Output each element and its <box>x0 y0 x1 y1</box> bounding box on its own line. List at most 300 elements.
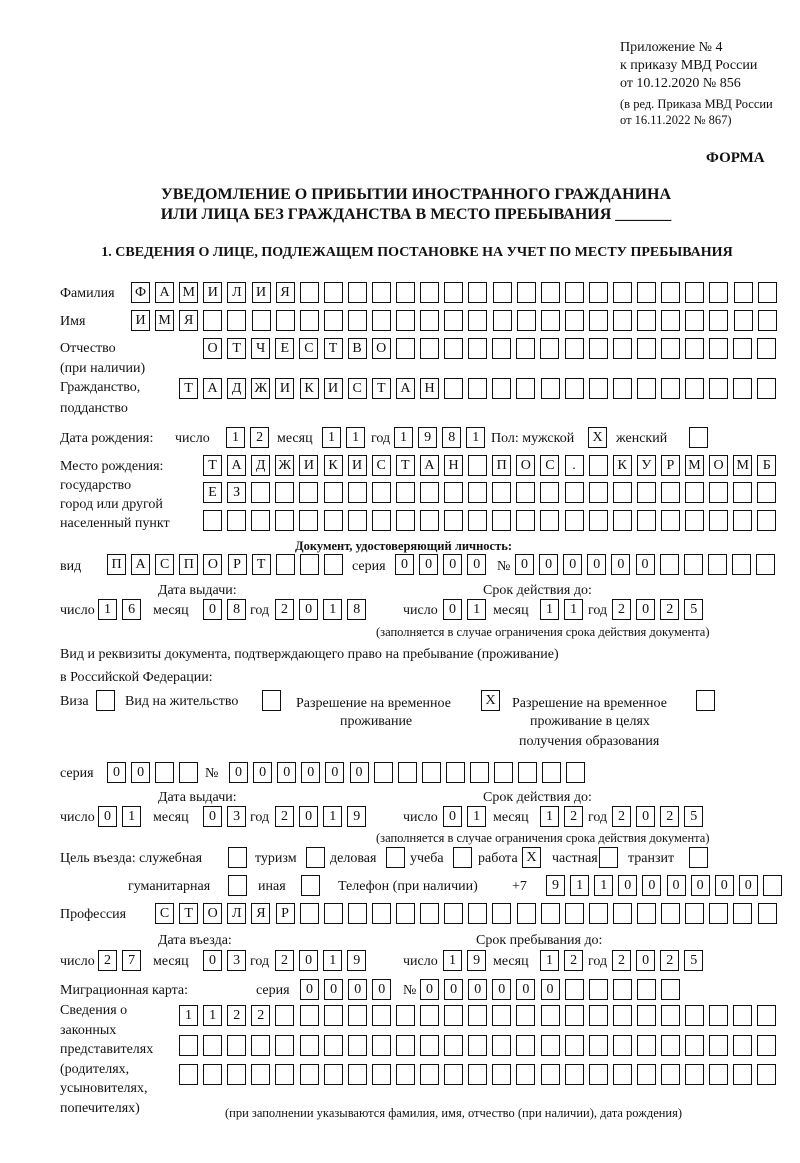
char-cell[interactable] <box>637 378 656 399</box>
char-cell[interactable]: Б <box>757 455 776 476</box>
char-cell[interactable] <box>372 310 391 331</box>
char-cell[interactable]: 2 <box>612 950 631 971</box>
char-cell[interactable]: П <box>179 554 198 575</box>
char-cell[interactable]: Ч <box>251 338 270 359</box>
char-cell[interactable] <box>468 455 487 476</box>
char-cell[interactable]: 2 <box>660 599 679 620</box>
char-cell[interactable] <box>348 1035 367 1056</box>
char-cell[interactable] <box>613 979 632 1000</box>
char-cell[interactable] <box>541 378 560 399</box>
char-cell[interactable] <box>300 1005 319 1026</box>
char-cell[interactable]: Л <box>227 282 246 303</box>
char-cell[interactable] <box>661 1035 680 1056</box>
char-cell[interactable]: 0 <box>515 554 534 575</box>
char-cell[interactable]: 7 <box>122 950 141 971</box>
char-cell[interactable] <box>661 378 680 399</box>
char-cell[interactable]: Я <box>276 282 295 303</box>
char-cell[interactable]: 0 <box>324 979 343 1000</box>
char-cell[interactable]: 1 <box>323 599 342 620</box>
char-cell[interactable] <box>348 1005 367 1026</box>
checkbox[interactable] <box>228 875 247 896</box>
char-cell[interactable]: 1 <box>98 599 117 620</box>
char-cell[interactable]: 0 <box>667 875 686 896</box>
char-cell[interactable] <box>468 482 487 503</box>
char-cell[interactable] <box>444 1064 463 1085</box>
char-cell[interactable] <box>541 282 560 303</box>
char-cell[interactable] <box>684 554 703 575</box>
char-cell[interactable] <box>589 282 608 303</box>
char-cell[interactable]: 0 <box>98 806 117 827</box>
char-cell[interactable] <box>661 482 680 503</box>
char-cell[interactable]: О <box>203 338 222 359</box>
checkbox[interactable]: X <box>522 847 541 868</box>
char-cell[interactable] <box>420 1064 439 1085</box>
char-cell[interactable] <box>324 1035 343 1056</box>
char-cell[interactable]: 0 <box>277 762 296 783</box>
char-cell[interactable]: 0 <box>443 599 462 620</box>
char-cell[interactable]: 2 <box>275 950 294 971</box>
char-cell[interactable]: Т <box>179 378 198 399</box>
char-cell[interactable]: И <box>275 378 294 399</box>
char-cell[interactable] <box>444 510 463 531</box>
char-cell[interactable] <box>179 1064 198 1085</box>
char-cell[interactable] <box>203 510 222 531</box>
char-cell[interactable]: И <box>299 455 318 476</box>
checkbox[interactable] <box>301 875 320 896</box>
char-cell[interactable] <box>709 903 728 924</box>
char-cell[interactable] <box>685 903 704 924</box>
char-cell[interactable] <box>300 1035 319 1056</box>
char-cell[interactable]: 0 <box>301 762 320 783</box>
char-cell[interactable]: К <box>300 378 319 399</box>
char-cell[interactable]: Р <box>661 455 680 476</box>
char-cell[interactable]: Р <box>276 903 295 924</box>
char-cell[interactable]: 2 <box>612 599 631 620</box>
char-cell[interactable]: 0 <box>636 950 655 971</box>
char-cell[interactable]: А <box>131 554 150 575</box>
char-cell[interactable] <box>324 554 343 575</box>
char-cell[interactable] <box>613 482 632 503</box>
char-cell[interactable] <box>516 378 535 399</box>
char-cell[interactable]: Т <box>252 554 271 575</box>
char-cell[interactable]: Е <box>275 338 294 359</box>
char-cell[interactable] <box>565 1035 584 1056</box>
char-cell[interactable]: Т <box>396 455 415 476</box>
char-cell[interactable]: Ф <box>131 282 150 303</box>
char-cell[interactable] <box>661 282 680 303</box>
char-cell[interactable] <box>613 378 632 399</box>
char-cell[interactable]: 1 <box>226 427 245 448</box>
char-cell[interactable]: 1 <box>467 806 486 827</box>
char-cell[interactable] <box>493 310 512 331</box>
char-cell[interactable]: 0 <box>444 979 463 1000</box>
char-cell[interactable] <box>541 310 560 331</box>
char-cell[interactable] <box>637 482 656 503</box>
char-cell[interactable]: 0 <box>636 554 655 575</box>
checkbox[interactable]: X <box>481 690 500 711</box>
char-cell[interactable] <box>396 1064 415 1085</box>
char-cell[interactable] <box>275 1064 294 1085</box>
char-cell[interactable]: 2 <box>227 1005 246 1026</box>
char-cell[interactable] <box>420 338 439 359</box>
char-cell[interactable] <box>517 903 536 924</box>
char-cell[interactable] <box>227 1064 246 1085</box>
char-cell[interactable]: 1 <box>122 806 141 827</box>
char-cell[interactable] <box>685 1035 704 1056</box>
char-cell[interactable] <box>758 282 777 303</box>
char-cell[interactable]: 2 <box>660 950 679 971</box>
checkbox[interactable]: X <box>588 427 607 448</box>
char-cell[interactable]: 2 <box>275 599 294 620</box>
char-cell[interactable]: М <box>155 310 174 331</box>
char-cell[interactable] <box>372 482 391 503</box>
char-cell[interactable] <box>763 875 782 896</box>
char-cell[interactable]: 8 <box>227 599 246 620</box>
char-cell[interactable]: 0 <box>203 950 222 971</box>
char-cell[interactable]: А <box>227 455 246 476</box>
char-cell[interactable]: 1 <box>322 427 341 448</box>
char-cell[interactable]: 1 <box>540 950 559 971</box>
char-cell[interactable] <box>685 482 704 503</box>
char-cell[interactable] <box>757 1035 776 1056</box>
char-cell[interactable] <box>179 1035 198 1056</box>
char-cell[interactable] <box>757 482 776 503</box>
char-cell[interactable]: 0 <box>203 599 222 620</box>
char-cell[interactable]: О <box>516 455 535 476</box>
char-cell[interactable] <box>733 510 752 531</box>
char-cell[interactable]: М <box>685 455 704 476</box>
char-cell[interactable]: 5 <box>684 950 703 971</box>
char-cell[interactable] <box>518 762 537 783</box>
char-cell[interactable] <box>251 1035 270 1056</box>
char-cell[interactable] <box>708 554 727 575</box>
char-cell[interactable] <box>372 903 391 924</box>
char-cell[interactable]: О <box>372 338 391 359</box>
char-cell[interactable] <box>566 762 585 783</box>
char-cell[interactable]: 0 <box>419 554 438 575</box>
char-cell[interactable] <box>734 310 753 331</box>
char-cell[interactable]: 0 <box>107 762 126 783</box>
char-cell[interactable]: 0 <box>516 979 535 1000</box>
char-cell[interactable] <box>565 903 584 924</box>
char-cell[interactable] <box>732 554 751 575</box>
char-cell[interactable]: 0 <box>372 979 391 1000</box>
char-cell[interactable] <box>613 282 632 303</box>
char-cell[interactable] <box>565 510 584 531</box>
char-cell[interactable]: 0 <box>636 599 655 620</box>
char-cell[interactable]: 0 <box>539 554 558 575</box>
char-cell[interactable] <box>733 1035 752 1056</box>
char-cell[interactable] <box>324 903 343 924</box>
char-cell[interactable] <box>733 338 752 359</box>
char-cell[interactable] <box>444 338 463 359</box>
char-cell[interactable] <box>589 310 608 331</box>
char-cell[interactable] <box>516 1035 535 1056</box>
char-cell[interactable]: Т <box>372 378 391 399</box>
char-cell[interactable]: 2 <box>660 806 679 827</box>
char-cell[interactable]: О <box>709 455 728 476</box>
char-cell[interactable] <box>589 482 608 503</box>
char-cell[interactable] <box>444 378 463 399</box>
char-cell[interactable] <box>468 310 487 331</box>
char-cell[interactable] <box>589 903 608 924</box>
char-cell[interactable]: А <box>420 455 439 476</box>
char-cell[interactable] <box>637 282 656 303</box>
char-cell[interactable] <box>541 1035 560 1056</box>
char-cell[interactable]: 5 <box>684 599 703 620</box>
char-cell[interactable] <box>468 1035 487 1056</box>
char-cell[interactable] <box>613 338 632 359</box>
char-cell[interactable] <box>685 282 704 303</box>
char-cell[interactable] <box>540 510 559 531</box>
char-cell[interactable] <box>348 903 367 924</box>
char-cell[interactable] <box>589 378 608 399</box>
char-cell[interactable]: 9 <box>546 875 565 896</box>
char-cell[interactable] <box>468 1005 487 1026</box>
char-cell[interactable] <box>324 282 343 303</box>
char-cell[interactable]: . <box>565 455 584 476</box>
char-cell[interactable] <box>444 903 463 924</box>
char-cell[interactable]: 0 <box>642 875 661 896</box>
char-cell[interactable] <box>203 1035 222 1056</box>
char-cell[interactable] <box>227 310 246 331</box>
char-cell[interactable] <box>757 510 776 531</box>
char-cell[interactable] <box>492 903 511 924</box>
char-cell[interactable] <box>613 310 632 331</box>
char-cell[interactable]: У <box>637 455 656 476</box>
char-cell[interactable]: Р <box>228 554 247 575</box>
char-cell[interactable] <box>227 510 246 531</box>
char-cell[interactable] <box>660 554 679 575</box>
checkbox[interactable] <box>689 427 708 448</box>
char-cell[interactable] <box>589 1035 608 1056</box>
char-cell[interactable]: 9 <box>347 806 366 827</box>
char-cell[interactable] <box>444 282 463 303</box>
checkbox[interactable] <box>228 847 247 868</box>
char-cell[interactable]: И <box>203 282 222 303</box>
char-cell[interactable] <box>517 282 536 303</box>
char-cell[interactable] <box>468 282 487 303</box>
char-cell[interactable]: Е <box>203 482 222 503</box>
char-cell[interactable]: 1 <box>466 427 485 448</box>
char-cell[interactable]: 2 <box>564 806 583 827</box>
char-cell[interactable]: 1 <box>443 950 462 971</box>
char-cell[interactable] <box>372 1005 391 1026</box>
char-cell[interactable] <box>372 510 391 531</box>
char-cell[interactable] <box>565 282 584 303</box>
char-cell[interactable] <box>444 1005 463 1026</box>
char-cell[interactable]: 9 <box>347 950 366 971</box>
char-cell[interactable]: 0 <box>715 875 734 896</box>
char-cell[interactable] <box>516 338 535 359</box>
char-cell[interactable] <box>709 378 728 399</box>
char-cell[interactable] <box>685 1005 704 1026</box>
char-cell[interactable]: С <box>155 903 174 924</box>
char-cell[interactable] <box>300 903 319 924</box>
char-cell[interactable] <box>637 510 656 531</box>
char-cell[interactable] <box>685 338 704 359</box>
char-cell[interactable] <box>589 510 608 531</box>
char-cell[interactable] <box>709 282 728 303</box>
char-cell[interactable] <box>709 1005 728 1026</box>
char-cell[interactable]: 2 <box>612 806 631 827</box>
char-cell[interactable] <box>348 310 367 331</box>
char-cell[interactable] <box>275 1005 294 1026</box>
char-cell[interactable] <box>757 338 776 359</box>
char-cell[interactable]: Д <box>251 455 270 476</box>
checkbox[interactable] <box>453 847 472 868</box>
char-cell[interactable] <box>589 338 608 359</box>
char-cell[interactable] <box>275 1035 294 1056</box>
char-cell[interactable] <box>348 482 367 503</box>
char-cell[interactable]: П <box>492 455 511 476</box>
char-cell[interactable] <box>757 1005 776 1026</box>
char-cell[interactable] <box>420 1035 439 1056</box>
char-cell[interactable] <box>396 310 415 331</box>
char-cell[interactable] <box>276 554 295 575</box>
char-cell[interactable]: 0 <box>420 979 439 1000</box>
char-cell[interactable]: С <box>540 455 559 476</box>
char-cell[interactable]: 1 <box>323 806 342 827</box>
char-cell[interactable] <box>492 1064 511 1085</box>
char-cell[interactable] <box>251 482 270 503</box>
char-cell[interactable] <box>589 455 608 476</box>
char-cell[interactable] <box>637 1005 656 1026</box>
char-cell[interactable]: З <box>227 482 246 503</box>
char-cell[interactable] <box>251 1064 270 1085</box>
char-cell[interactable] <box>396 338 415 359</box>
char-cell[interactable] <box>420 482 439 503</box>
char-cell[interactable] <box>468 338 487 359</box>
char-cell[interactable]: 9 <box>467 950 486 971</box>
char-cell[interactable]: 0 <box>299 950 318 971</box>
char-cell[interactable] <box>565 482 584 503</box>
char-cell[interactable] <box>733 482 752 503</box>
char-cell[interactable]: 2 <box>251 1005 270 1026</box>
char-cell[interactable] <box>637 1064 656 1085</box>
char-cell[interactable]: 1 <box>570 875 589 896</box>
char-cell[interactable] <box>420 310 439 331</box>
char-cell[interactable]: 0 <box>443 554 462 575</box>
checkbox[interactable] <box>689 847 708 868</box>
char-cell[interactable]: Я <box>179 310 198 331</box>
char-cell[interactable]: Т <box>324 338 343 359</box>
char-cell[interactable]: 0 <box>131 762 150 783</box>
char-cell[interactable] <box>565 378 584 399</box>
char-cell[interactable] <box>540 338 559 359</box>
char-cell[interactable]: 2 <box>250 427 269 448</box>
char-cell[interactable]: А <box>203 378 222 399</box>
char-cell[interactable] <box>299 510 318 531</box>
char-cell[interactable]: 0 <box>395 554 414 575</box>
char-cell[interactable]: А <box>155 282 174 303</box>
char-cell[interactable]: 1 <box>467 599 486 620</box>
char-cell[interactable] <box>494 762 513 783</box>
char-cell[interactable] <box>565 979 584 1000</box>
char-cell[interactable]: 1 <box>594 875 613 896</box>
char-cell[interactable] <box>541 1064 560 1085</box>
char-cell[interactable]: 0 <box>229 762 248 783</box>
char-cell[interactable] <box>324 1005 343 1026</box>
char-cell[interactable]: Ж <box>275 455 294 476</box>
char-cell[interactable] <box>565 310 584 331</box>
char-cell[interactable]: 1 <box>203 1005 222 1026</box>
char-cell[interactable]: 0 <box>618 875 637 896</box>
char-cell[interactable]: 1 <box>564 599 583 620</box>
char-cell[interactable] <box>372 282 391 303</box>
char-cell[interactable] <box>589 1005 608 1026</box>
char-cell[interactable] <box>444 482 463 503</box>
char-cell[interactable]: И <box>348 455 367 476</box>
char-cell[interactable] <box>372 1035 391 1056</box>
char-cell[interactable]: О <box>203 554 222 575</box>
char-cell[interactable] <box>734 282 753 303</box>
char-cell[interactable] <box>709 338 728 359</box>
char-cell[interactable] <box>324 482 343 503</box>
char-cell[interactable]: 0 <box>587 554 606 575</box>
char-cell[interactable] <box>468 378 487 399</box>
char-cell[interactable] <box>758 310 777 331</box>
char-cell[interactable] <box>733 1005 752 1026</box>
char-cell[interactable]: Т <box>227 338 246 359</box>
char-cell[interactable]: 0 <box>299 599 318 620</box>
char-cell[interactable]: 2 <box>98 950 117 971</box>
char-cell[interactable] <box>252 310 271 331</box>
char-cell[interactable]: Т <box>203 455 222 476</box>
char-cell[interactable] <box>396 1035 415 1056</box>
char-cell[interactable]: 2 <box>564 950 583 971</box>
char-cell[interactable] <box>685 378 704 399</box>
char-cell[interactable] <box>227 1035 246 1056</box>
char-cell[interactable]: А <box>396 378 415 399</box>
char-cell[interactable] <box>398 762 417 783</box>
char-cell[interactable] <box>275 482 294 503</box>
char-cell[interactable]: 0 <box>299 806 318 827</box>
char-cell[interactable] <box>276 310 295 331</box>
char-cell[interactable] <box>613 510 632 531</box>
char-cell[interactable] <box>492 338 511 359</box>
char-cell[interactable]: 3 <box>227 950 246 971</box>
char-cell[interactable] <box>709 482 728 503</box>
char-cell[interactable] <box>613 903 632 924</box>
char-cell[interactable]: Ж <box>251 378 270 399</box>
char-cell[interactable]: Н <box>420 378 439 399</box>
char-cell[interactable]: Л <box>227 903 246 924</box>
char-cell[interactable]: М <box>179 282 198 303</box>
char-cell[interactable] <box>733 378 752 399</box>
char-cell[interactable] <box>757 1064 776 1085</box>
char-cell[interactable]: 0 <box>203 806 222 827</box>
char-cell[interactable] <box>661 310 680 331</box>
char-cell[interactable]: 0 <box>691 875 710 896</box>
char-cell[interactable] <box>155 762 174 783</box>
char-cell[interactable]: 1 <box>323 950 342 971</box>
char-cell[interactable]: 6 <box>122 599 141 620</box>
char-cell[interactable] <box>300 310 319 331</box>
char-cell[interactable] <box>348 1064 367 1085</box>
char-cell[interactable]: 0 <box>348 979 367 1000</box>
char-cell[interactable] <box>468 510 487 531</box>
char-cell[interactable] <box>492 482 511 503</box>
char-cell[interactable]: С <box>155 554 174 575</box>
char-cell[interactable] <box>492 510 511 531</box>
char-cell[interactable] <box>468 903 487 924</box>
char-cell[interactable] <box>613 1064 632 1085</box>
char-cell[interactable]: Д <box>227 378 246 399</box>
char-cell[interactable] <box>637 979 656 1000</box>
char-cell[interactable] <box>709 510 728 531</box>
char-cell[interactable] <box>589 1064 608 1085</box>
